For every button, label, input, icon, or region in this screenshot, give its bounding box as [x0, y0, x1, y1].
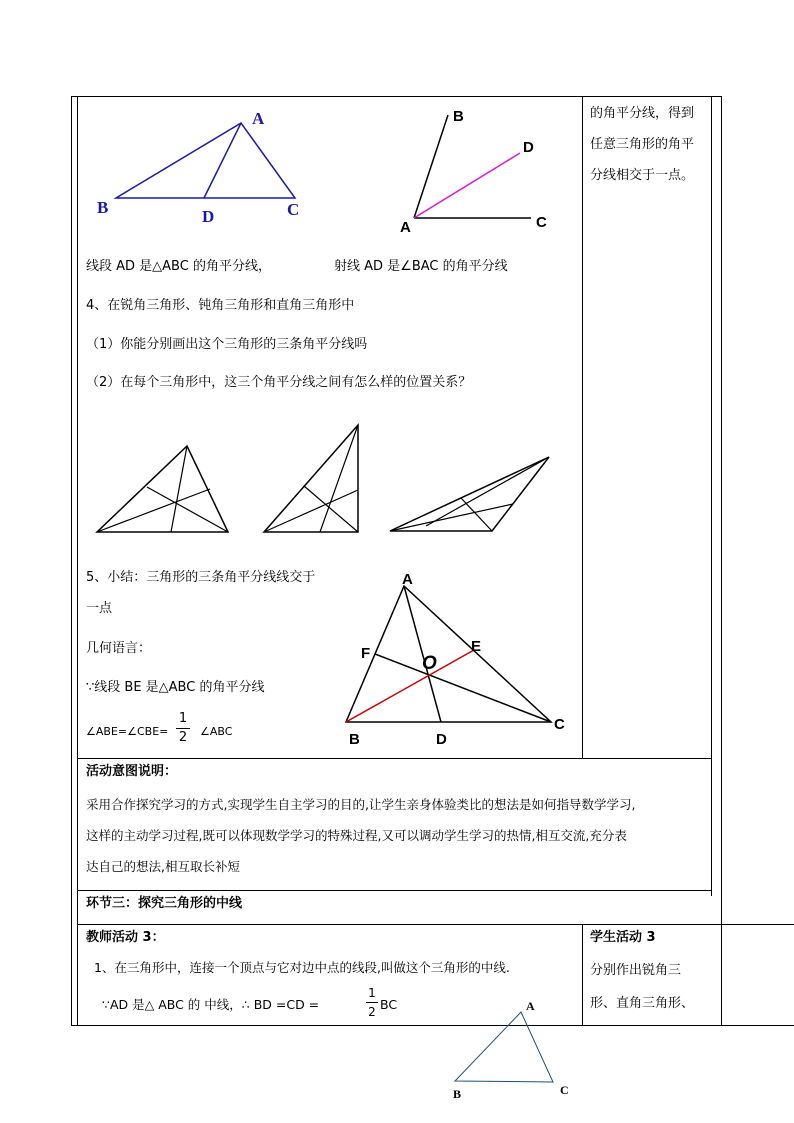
acute-triangle-figure: [95, 440, 235, 535]
intent-line-2: 这样的主动学习过程,既可以体现数学学习的特殊过程,又可以调动学生学习的热情,相互交流,充分表: [86, 828, 627, 843]
ray-ad: [414, 153, 520, 218]
median-fraction: [366, 986, 378, 1019]
obtuse-triangle-figure: [388, 454, 553, 534]
side-note-line-3: 分线相交于一点。: [590, 168, 695, 183]
geometry-language-label: 几何语言：: [86, 641, 152, 656]
student-activity-heading: 学生活动 3: [590, 930, 656, 945]
label-c: C: [536, 214, 547, 231]
equation-left: ∠ABE=∠CBE=: [86, 725, 169, 738]
fraction-denominator: 2: [178, 730, 188, 745]
question-4: 4、在锐角三角形、钝角三角形和直角三角形中: [86, 298, 355, 313]
incenter-triangle-figure: [340, 568, 580, 750]
column-divider: [582, 96, 583, 758]
equation-fraction: [176, 712, 190, 745]
label-b: B: [453, 108, 464, 125]
median-triangle-figure: [445, 995, 575, 1105]
median-because: ∵AD 是△ ABC 的 中线，∴ BD =CD =: [102, 997, 320, 1012]
column-divider-activity: [582, 924, 583, 1026]
ray-ab: [414, 115, 448, 218]
label-f: F: [361, 645, 371, 662]
median-definition: 1、在三角形中，连接一个顶点与它对边中点的线段,叫做这个三角形的中线.: [94, 960, 510, 975]
label-b: B: [97, 198, 109, 217]
label-a: A: [400, 219, 411, 236]
label-d: D: [523, 139, 534, 156]
triangle-abc: [455, 1012, 553, 1082]
student-activity-line-2: 形、直角三角形、: [590, 996, 695, 1011]
caption-ray-bisector: 射线 AD 是∠BAC 的角平分线: [334, 259, 508, 274]
label-c: C: [560, 1083, 569, 1097]
side-note-line-1: 的角平分线，得到: [590, 106, 695, 121]
section-3-heading: 环节三：探究三角形的中线: [86, 896, 243, 911]
label-a: A: [402, 571, 413, 588]
triangle-abc: [116, 123, 295, 198]
table-border-right-outer: [721, 96, 722, 1026]
label-o: O: [422, 653, 437, 674]
fraction-numerator: 1: [178, 711, 188, 726]
label-c: C: [554, 716, 565, 733]
table-border-left-inner: [77, 96, 78, 1026]
summary-line-2: 一点: [86, 601, 113, 616]
fraction-denominator: 2: [368, 1005, 376, 1019]
row-divider-intent: [77, 758, 712, 759]
summary-line-1: 5、小结：三角形的三条角平分线线交于: [86, 570, 316, 585]
row-divider-activity: [77, 924, 794, 925]
intent-heading: 活动意图说明：: [86, 764, 178, 779]
because-statement: ∵线段 BE 是△ABC 的角平分线: [86, 680, 265, 695]
label-c: C: [287, 200, 300, 219]
table-border-left-outer: [71, 96, 72, 1026]
label-d: D: [202, 207, 215, 226]
side-note-line-2: 任意三角形的角平: [590, 137, 695, 152]
fraction-bar: [176, 728, 190, 729]
teacher-activity-heading: 教师活动 3：: [86, 930, 165, 945]
triangle-bisector-figure: [90, 105, 320, 230]
table-border-right-inner: [711, 96, 712, 896]
question-4-1: （1）你能分别画出这个三角形的三条角平分线吗: [86, 337, 368, 352]
median-suffix: BC: [380, 997, 398, 1012]
intent-line-1: 采用合作探究学习的方式,实现学生自主学习的目的,让学生亲身体验类比的想法是如何指导数学学习,: [86, 797, 636, 812]
label-b: B: [453, 1087, 462, 1101]
label-d: D: [436, 731, 447, 748]
table-top-rule: [71, 96, 722, 97]
label-e: E: [471, 638, 482, 655]
equation-right: ∠ABC: [200, 725, 233, 738]
label-a: A: [526, 999, 535, 1013]
fraction-bar: [366, 1002, 378, 1003]
segment-cf: [375, 654, 551, 722]
angle-bisector-figure: [395, 105, 555, 235]
intent-line-3: 达自己的想法,相互取长补短: [86, 859, 240, 874]
label-b: B: [349, 731, 360, 748]
caption-segment-bisector: 线段 AD 是△ABC 的角平分线，: [86, 259, 271, 274]
question-4-2: （2）在每个三角形中，这三个角平分线之间有怎么样的位置关系？: [86, 375, 472, 390]
row-divider-section3: [77, 890, 712, 891]
label-a: A: [252, 109, 265, 128]
right-triangle-figure: [262, 422, 362, 534]
student-activity-line-1: 分别作出锐角三: [590, 963, 682, 978]
table-bottom-rule: [71, 1025, 794, 1026]
fraction-numerator: 1: [368, 986, 376, 1000]
